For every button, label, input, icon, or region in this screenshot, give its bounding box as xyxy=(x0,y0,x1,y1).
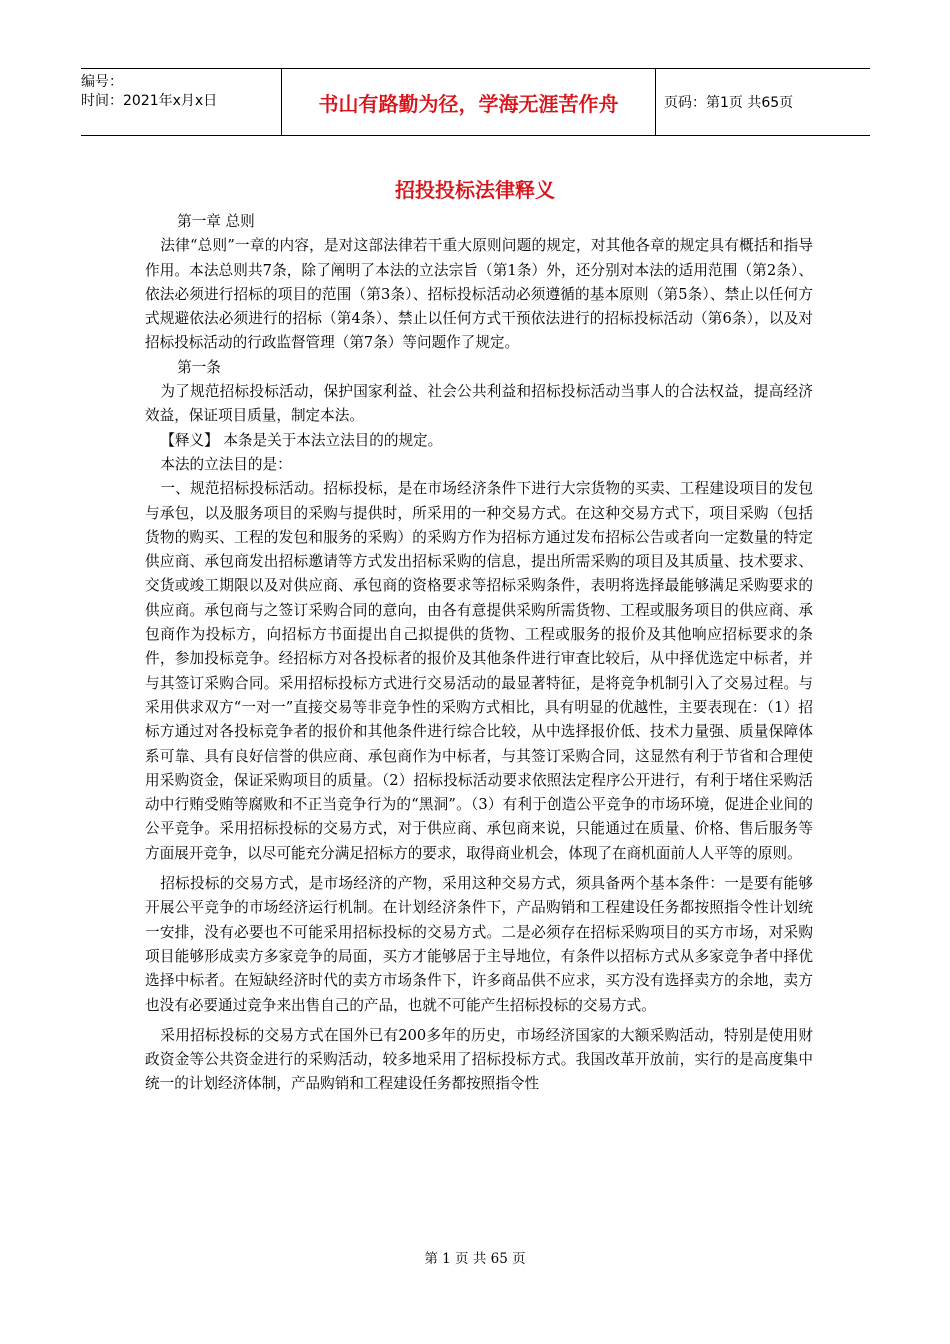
header-page-number: 页码：第1页 共65页 xyxy=(664,95,794,111)
page-header xyxy=(81,68,870,136)
header-meta xyxy=(81,69,282,135)
doc-date-label: 时间：2021年x月x日 xyxy=(81,93,218,109)
body-paragraph: 采用招标投标的交易方式在国外已有200多年的历史，市场经济国家的大额采购活动，特别是使用财政资金等公共资金进行的采购活动，较多地采用了招标投标方式。我国改革开放前，实行的是高度集中统一的计划经济体制，产品购销和工程建设任务都按照指令性 xyxy=(145,1026,813,1093)
body-paragraph: 法律“总则”一章的内容，是对这部法律若干重大原则问题的规定，对其他各章的规定具有概括和指导作用。本法总则共7条，除了阐明了本法的立法宗旨（第1条）外，还分别对本法的适用范围（第2条）、依法必须进行招标的项目的范围（第3条）、招标投标活动必须遵循的基本原则（第5条）、禁止以任何方式规避依法必须进行的招标（第4条）、禁止以任何方式干预依法进行的招标投标活动（第6条），以及对招标投标活动的行政监督管理（第7条）等问题作了规定。 xyxy=(145,237,813,352)
body-paragraph: 为了规范招标投标活动，保护国家利益、社会公共利益和招标投标活动当事人的合法权益，提高经济效益，保证项目质量，制定本法。 xyxy=(145,383,813,425)
header-motto: 书山有路勤为径，学海无涯苦作舟 xyxy=(282,69,656,135)
body-paragraph: 【释义】 本条是关于本法立法目的的规定。 xyxy=(160,431,443,449)
document-body xyxy=(145,210,813,1097)
page-footer: 第 1 页 共 65 页 xyxy=(424,1251,526,1267)
body-paragraph: 第一章 总则 xyxy=(177,213,255,230)
body-paragraph: 本法的立法目的是： xyxy=(160,455,292,473)
body-paragraph: 第一条 xyxy=(177,358,221,376)
document-title: 招投投标法律释义 xyxy=(395,178,555,202)
doc-number-label: 编号： xyxy=(81,74,123,90)
body-paragraph: 一、规范招标投标活动。招标投标，是在市场经济条件下进行大宗货物的买卖、工程建设项目的发包与承包，以及服务项目的采购与提供时，所采用的一种交易方式。在这种交易方式下，项目采购（包括货物的购买、工程的发包和服务的采购）的采购方作为招标方通过发布招标公告或者向一定数量的特定供应商、承包商发出招标邀请等方式发出招标采购的信息，提出所需采购的项目及其质量、技术要求、交货或竣工期限以及对供应商、承包商的资格要求等招标采购条件，表明将选择最能够满足采购要求的供应商。承包商与之签订采购合同的意向，由各有意提供采购所需货物、工程或服务项目的供应商、承包商作为投标方，向招标方书面提出自己拟提供的货物、工程或服务的报价及其他响应招标要求的条件，参加投标竞争。经招标方对各投标者的报价及其他条件进行审查比较后，从中择优选定中标者，并与其签订采购合同。采用招标投标方式进行交易活动的最显著特征，是将竞争机制引入了交易过程。与采用供求双方“一对一”直接交易等非竞争性的采购方式相比，具有明显的优越性，主要表现在：（1）招标方通过对各投标竞争者的报价和其他条件进行综合比较，从中选择报价低、技术力量强、质量保障体系可靠、具有良好信誉的供应商、承包商作为中标者，与其签订采购合同，这显然有利于节省和合理使用采购资金，保证采购项目的质量。（2）招标投标活动要求依照法定程序公开进行，有利于堵住采购活动中行贿受贿等腐败和不正当竞争行为的“黑洞”。（3）有利于创造公平竞争的市场环境，促进企业间的公平竞争。采用招标投标的交易方式，对于供应商、承包商来说，只能通过在质量、价格、售后服务等方面展开竞争，以尽可能充分满足招标方的要求，取得商业机会，体现了在商机面前人人平等的原则。 xyxy=(145,480,813,862)
body-paragraph: 招标投标的交易方式，是市场经济的产物，采用这种交易方式，须具备两个基本条件：一是要有能够开展公平竞争的市场经济运行机制。在计划经济条件下，产品购销和工程建设任务都按照指令性计划统一安排，没有必要也不可能采用招标投标的交易方式。二是必须存在招标采购项目的买方市场，对采购项目能够形成卖方多家竞争的局面，买方才能够居于主导地位，有条件以招标方式从多家竞争者中择优选择中标者。在短缺经济时代的卖方市场条件下，许多商品供不应求，买方没有选择卖方的余地，卖方也没有必要通过竞争来出售自己的产品，也就不可能产生招标投标的交易方式。 xyxy=(145,875,813,1014)
